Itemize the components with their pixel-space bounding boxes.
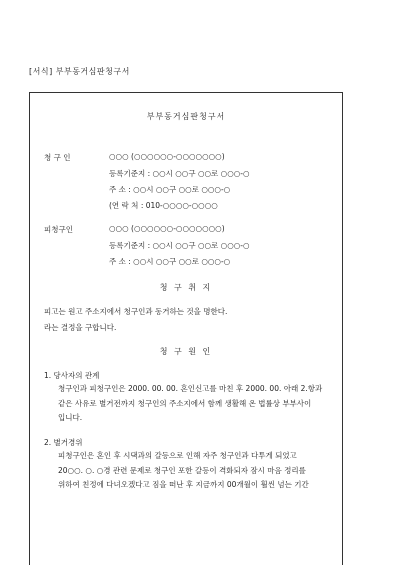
purpose-line-2: 라는 결정을 구합니다. [44, 323, 117, 332]
respondent-label: 피청구인 [44, 225, 73, 234]
claimant-label: 청 구 인 [44, 153, 71, 162]
respondent-address: 주 소 : ○○시 ○○구 ○○로 ○○○-○ [109, 257, 231, 266]
reason-2-text: 피청구인은 혼인 후 시댁과의 갈등으로 인해 자주 청구인과 다투게 되었고 20○○. ○. ○경 관련 문제로 청구인 포한 갈등이 격화되자 잠시 마음 정리를 위하여 친정에 다녀오겠다고 짐을 떠난 후 지금까지 00개월이 훨씬 넘는 기간 [58, 451, 309, 489]
claimant-contact: (연 락 처 : 010-○○○○-○○○○ [109, 201, 218, 210]
respondent-registry: 등록기준지 : ○○시 ○○구 ○○로 ○○○-○ [109, 241, 250, 250]
reason-1-title: 1. 당사자의 관계 [44, 371, 100, 380]
purpose-heading: 청 구 취 지 [159, 283, 213, 292]
form-caption: [서식] 부부동거심판청구서 [29, 67, 130, 76]
claimant-address: 주 소 : ○○시 ○○구 ○○로 ○○○-○ [109, 185, 231, 194]
document-title: 부부동거심판청구서 [146, 112, 226, 121]
reason-2-title: 2. 별거경위 [44, 438, 83, 447]
claimant-registry: 등록기준지 : ○○시 ○○구 ○○로 ○○○-○ [109, 169, 250, 178]
reason-1-text: 청구인과 피청구인은 2000. 00. 00. 혼인신고를 마친 후 2000. 00. 아래 2.항과 같은 사유로 별거전까지 청구인의 주소지에서 함께 생활해 온 법률상 부부사이 입니다. [58, 384, 323, 422]
reasons-heading: 청 구 원 인 [159, 347, 213, 356]
purpose-line-1: 피고는 원고 주소지에서 청구인과 동거하는 것을 명한다. [44, 307, 228, 316]
claimant-name: ○○○ (○○○○○○-○○○○○○○) [109, 152, 225, 161]
document-frame [29, 92, 343, 565]
respondent-name: ○○○ (○○○○○○-○○○○○○○) [109, 224, 225, 233]
